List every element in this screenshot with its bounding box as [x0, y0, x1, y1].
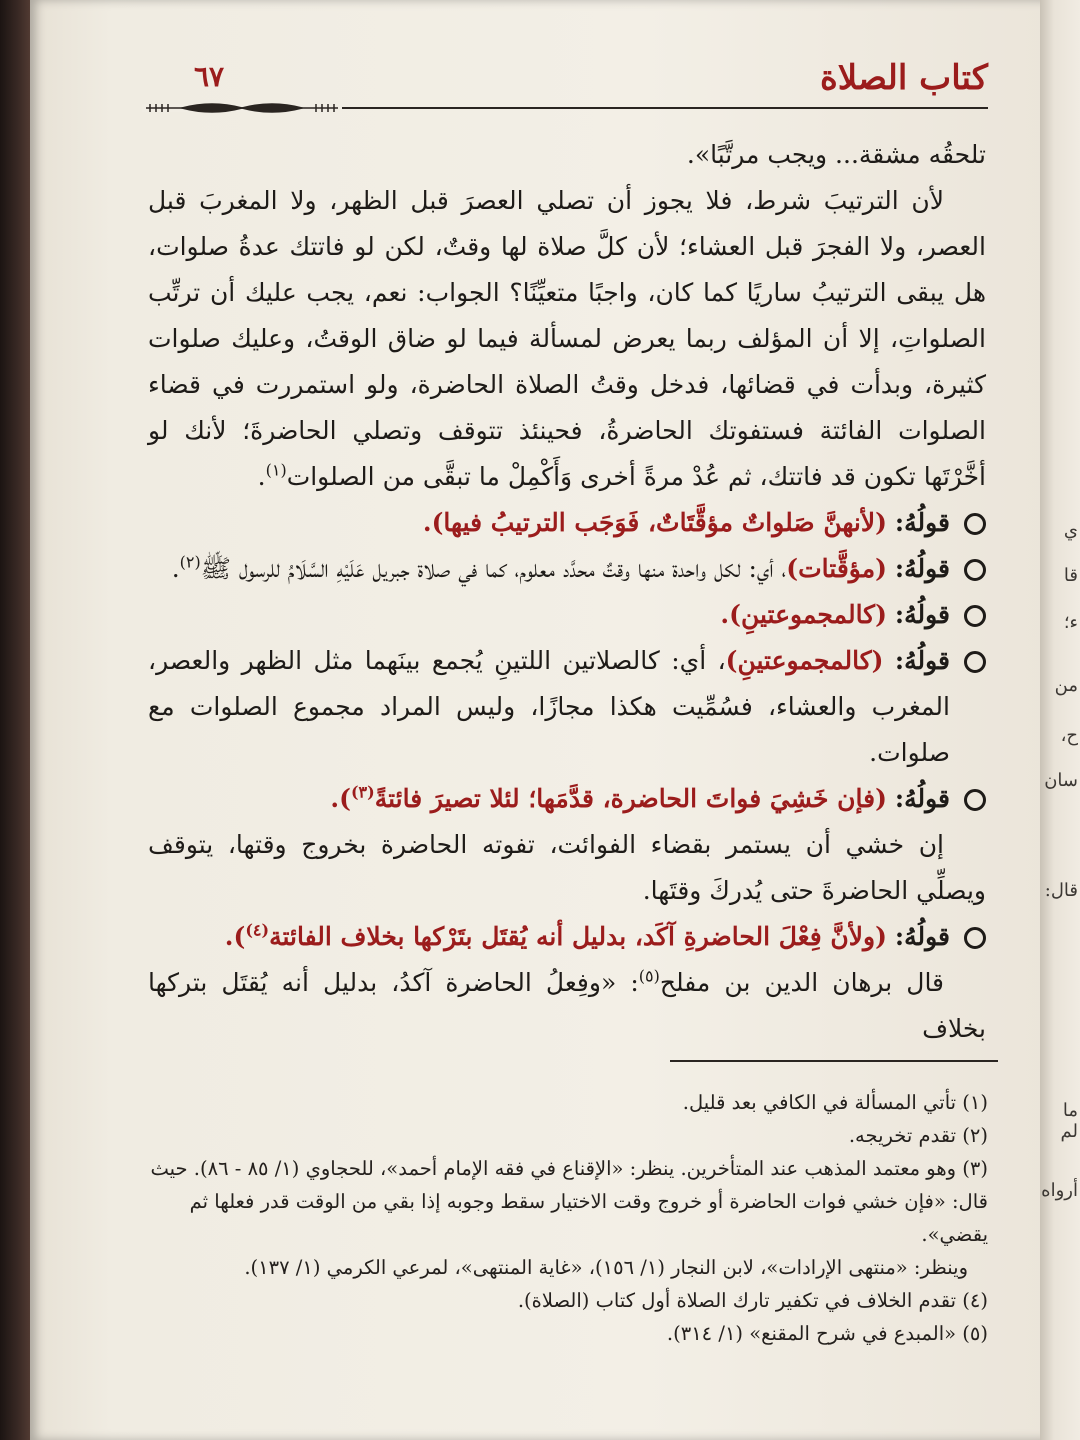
footnote-ref: (١)	[265, 460, 287, 480]
margin-fragment: قال:	[1044, 880, 1078, 901]
quote-text: (مؤقَّتات)	[786, 554, 887, 583]
quote-label: قولُهُ:	[894, 784, 950, 813]
footnote-ref: (٣)	[350, 782, 375, 802]
quote-item: قولُهُ: (مؤقَّتات)، أي: لكل واحدة منها وقتٌ محدَّد معلوم، كما في صلاة جبريل عَلَيْهِ السَّلَامُ للرسول ﷺ$^{(٢)}$.	[148, 546, 986, 592]
quote-label: قولُهُ:	[894, 646, 950, 675]
quote-label: قولُهُ:	[894, 600, 950, 629]
margin-fragment: ي	[1063, 520, 1078, 541]
margin-fragment: قا	[1063, 565, 1078, 586]
margin-fragment: سان	[1044, 770, 1078, 791]
commentary-text: ، أي: كالصلاتين اللتينِ يُجمع بينَهما مثل الظهر والعصر، المغرب والعشاء، فسُمِّيت هكذا مجازًا، وليس المراد مجموع الصلوات مع صلوات.	[148, 646, 950, 767]
quote-item	[148, 638, 986, 776]
margin-fragment: ء؛	[1063, 612, 1078, 633]
footnote-ref: (٤)	[245, 920, 270, 940]
header-rule	[144, 98, 988, 118]
quote-text: (لأنهنَّ صَلواتٌ مؤقَّتَاتٌ، فَوَجَب الترتيبُ فيها).	[422, 508, 887, 537]
footnote: (٣) وهو معتمد المذهب عند المتأخرين. ينظر: «الإقناع في فقه الإمام أحمد»، للحجاوي (١/ ٨٥ - ٨٦). حيث قال: «فإن خشي فوات الحاضرة أو خروج وقت الاختيار سقط وجوبه إذا بقي من الوقت قدر فعلها ثم يقضي».	[150, 1157, 988, 1246]
circle-bullet-icon	[964, 789, 986, 811]
text-line: تلحقُه مشقة... ويجب مرتَّبًا».	[686, 140, 986, 169]
quote-item	[148, 592, 986, 638]
footnote-ref: (٢)	[179, 552, 201, 572]
book-title: كتاب الصلاة	[819, 58, 988, 98]
quote-item	[148, 776, 986, 822]
circle-bullet-icon	[964, 651, 986, 673]
circle-bullet-icon	[964, 605, 986, 627]
paragraph-text: لأن الترتيبَ شرط، فلا يجوز أن تصلي العصرَ قبل الظهر، ولا المغربَ قبل العصر، ولا الفجرَ قبل العشاء؛ لأن كلَّ صلاة لها وقتٌ، لكن لو فاتتك عدةُ صلوات، هل يبقى الترتيبُ ساريًا كما كان، واجبًا متعيِّنًا؟ الجواب: نعم، يجب عليك أن ترتِّب الصلواتِ، إلا أن المؤلف ربما يعرض لمسألة فيما لو ضاق الوقتُ، وعليك صلوات كثيرة، وبدأت في قضائها، فدخل وقتُ الصلاة الحاضرة، ولو استمررت في قضاء الصلوات الفائتة فستفوتك الحاضرةُ، فحينئذ تتوقف وتصلي الحاضرةَ؛ لأنك لو أخَّرْتَها تكون قد فاتتك، ثم عُدْ مرةً أخرى وَأَكْمِلْ ما تبقَّى من الصلوات	[148, 186, 986, 491]
quote-label: قولُهُ:	[894, 554, 950, 583]
quote-text: (كالمجموعتينِ).	[720, 600, 887, 629]
margin-fragment: من	[1054, 675, 1078, 696]
circle-bullet-icon	[964, 927, 986, 949]
quote-text: (ولأنَّ فِعْلَ الحاضرةِ آكَد، بدليل أنه يُقتَل بتَرْكها بخلاف الفائتة	[269, 922, 887, 951]
book-page	[30, 0, 1050, 1440]
quote-text: (فإن خَشِيَ فواتَ الحاضرة، قدَّمَها؛ لئلا تصيرَ فائتةً	[374, 784, 887, 813]
main-text	[148, 132, 986, 1052]
footnote-ref: (٥)	[638, 966, 660, 986]
margin-fragment: ما لم	[1060, 1100, 1078, 1142]
footnote: وينظر: «منتهى الإرادات»، لابن النجار (١/ ١٥٦)، «غاية المنتهى»، لمرعي الكرمي (١/ ١٣٧).	[244, 1256, 968, 1279]
quote-label: قولُهُ:	[894, 922, 950, 951]
paragraph	[148, 960, 986, 1052]
paragraph-text: قال برهان الدين بن مفلح	[659, 968, 945, 997]
margin-fragment: ح،	[1060, 725, 1078, 746]
ornament-icon	[142, 98, 342, 118]
running-header	[116, 58, 988, 102]
commentary-text: ، أي: لكل واحدة منها وقتٌ محدَّد معلوم، كما في صلاة جبريل عَلَيْهِ السَّلَامُ للرسول ﷺ	[200, 554, 787, 583]
quote-close: ).	[224, 922, 246, 951]
quote-close: ).	[330, 784, 351, 813]
footnote: (٤) تقدم الخلاف في تكفير تارك الصلاة أول كتاب (الصلاة).	[517, 1289, 988, 1312]
paragraph-text: : «وفِعلُ الحاضرة آكدُ، بدليل أنه يُقتَل بتركها بخلاف	[148, 968, 986, 1043]
circle-bullet-icon	[964, 513, 986, 535]
quote-item	[148, 500, 986, 546]
quote-text: (كالمجموعتينِ)	[725, 646, 884, 675]
circle-bullet-icon	[964, 559, 986, 581]
adjacent-page-edge	[1040, 0, 1080, 1440]
paragraph: إن خشي أن يستمر بقضاء الفوائت، تفوته الحاضرة بخروج وقتها، يتوقف ويصلِّي الحاضرةَ حتى يُدركَ وقتَها.	[148, 830, 986, 905]
footnote: (٢) تقدم تخريجه.	[848, 1124, 988, 1147]
footnotes	[150, 1086, 988, 1350]
page-number: ٦٧	[194, 60, 225, 93]
margin-fragment: أرواه	[1041, 1180, 1078, 1201]
footnote: (٥) «المبدع في شرح المقنع» (١/ ٣١٤).	[666, 1322, 988, 1345]
quote-item	[148, 914, 986, 960]
quote-label: قولُهُ:	[894, 508, 950, 537]
footnote: (١) تأتي المسألة في الكافي بعد قليل.	[682, 1091, 988, 1114]
book-spine	[0, 0, 34, 1440]
footnote-divider	[670, 1060, 998, 1062]
paragraph: لأن الترتيبَ شرط، فلا يجوز أن تصلي العصرَ قبل الظهر، ولا المغربَ قبل العصر، ولا الفجرَ قبل العشاء؛ لأن كلَّ صلاة لها وقتٌ، لكن لو فاتتك عدةُ صلوات، هل يبقى الترتيبُ ساريًا كما كان، واجبًا متعيِّنًا؟ الجواب: نعم، يجب عليك أن ترتِّب الصلواتِ، إلا أن المؤلف ربما يعرض لمسألة فيما لو ضاق الوقتُ، وعليك صلوات كثيرة، وبدأت في قضائها، فدخل وقتُ الصلاة الحاضرة، ولو استمررت في قضاء الصلوات الفائتة فستفوتك الحاضرةُ، فحينئذ تتوقف وتصلي الحاضرةَ؛ لأنك لو أخَّرْتَها تكون قد فاتتك، ثم عُدْ مرةً أخرى وَأَكْمِلْ ما تبقَّى من الصلوات$^{(١)}$.	[148, 186, 986, 491]
